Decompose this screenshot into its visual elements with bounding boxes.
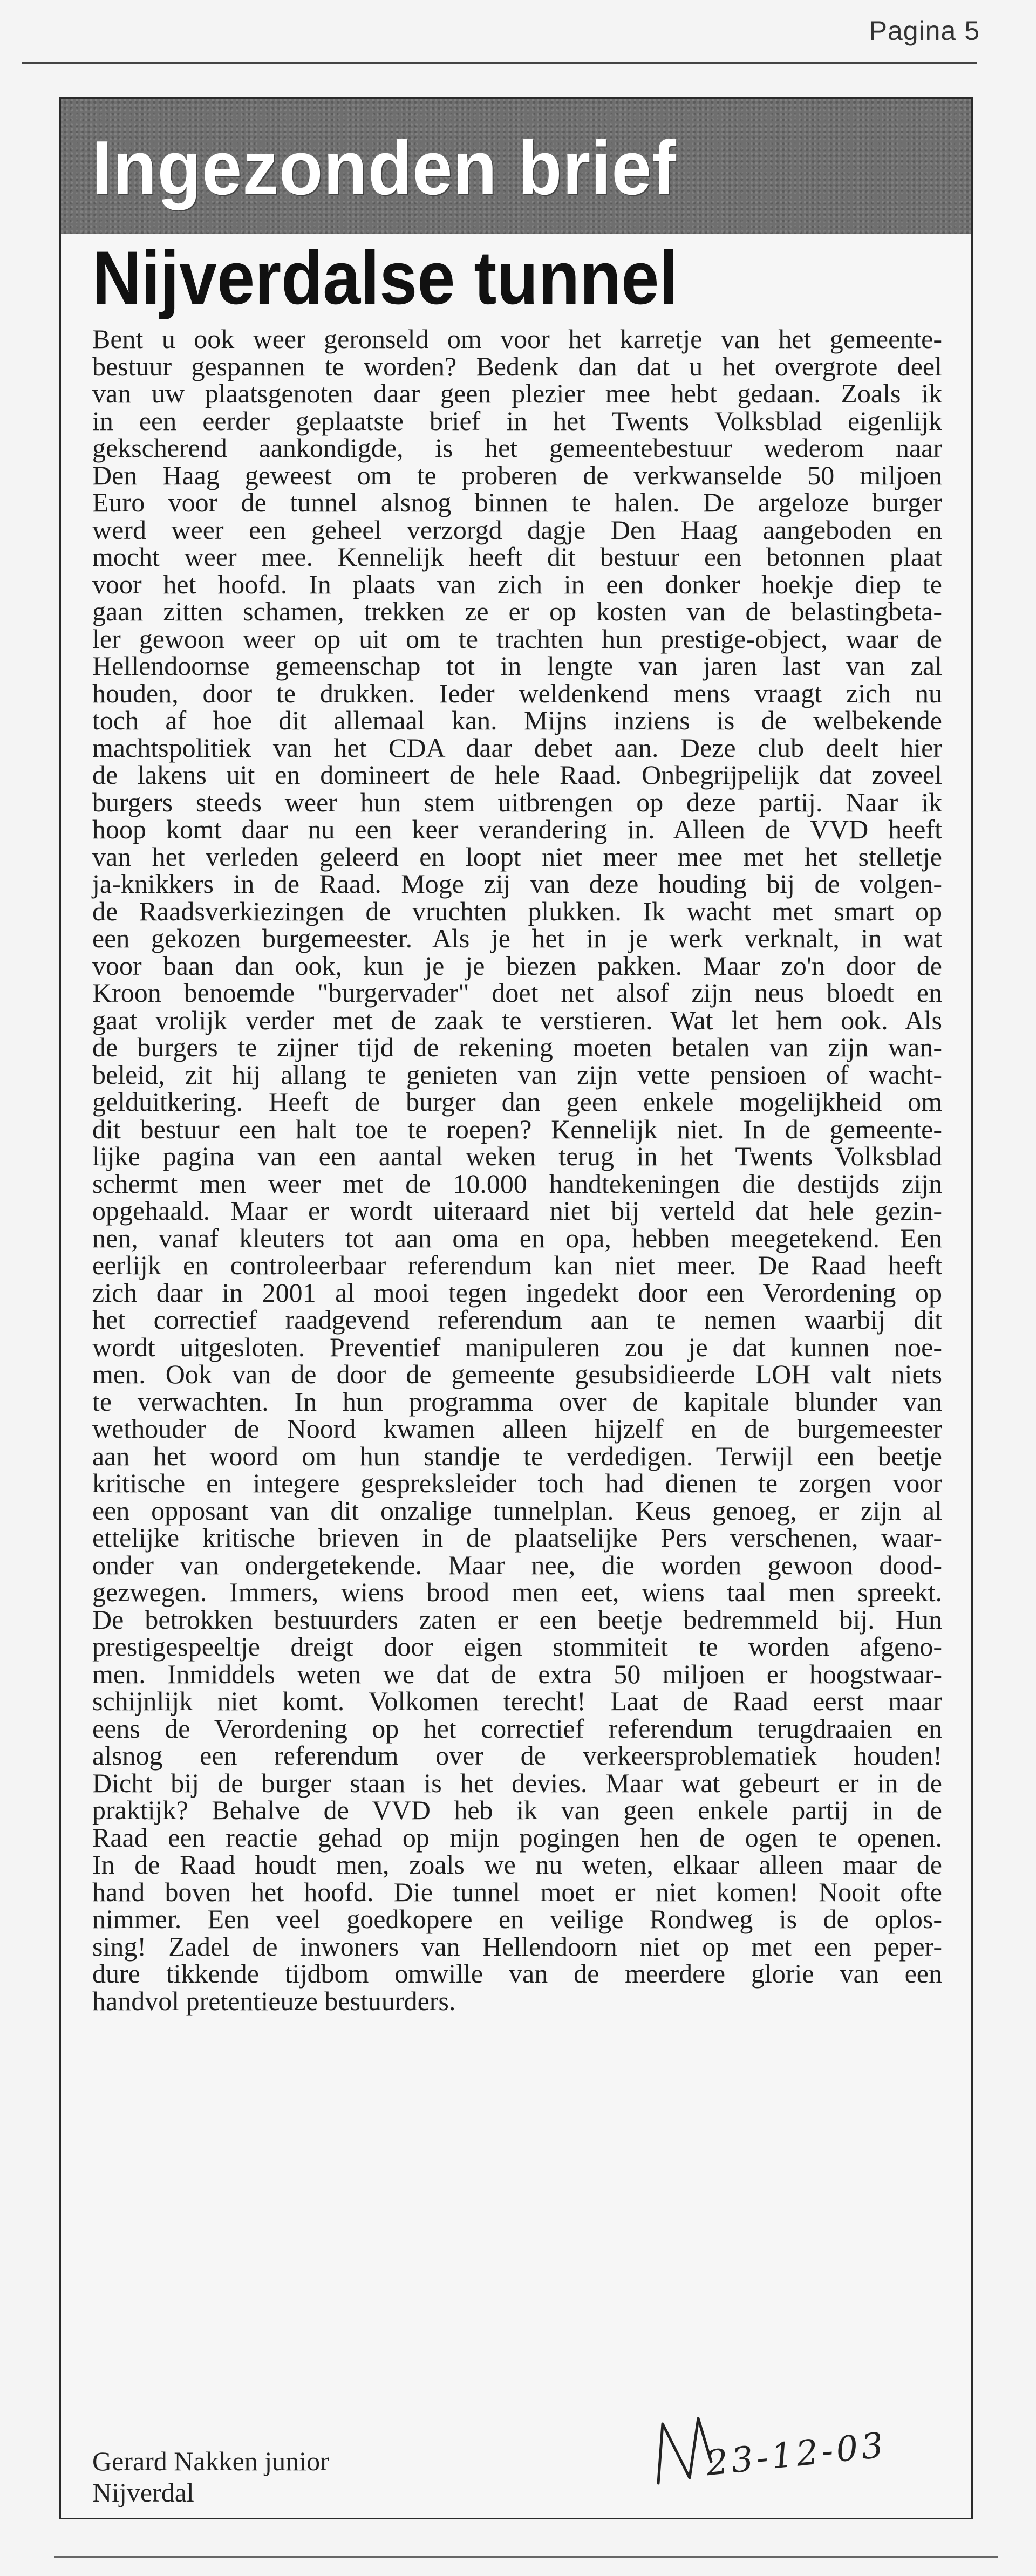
body-line: houden, door te drukken. Ieder weldenkend mens vraagt zich nu (92, 678, 942, 708)
body-line: Bent u ook weer geronseld om voor het karretje van het gemeente- (92, 324, 942, 354)
footer-rule (54, 2556, 998, 2558)
article-body (92, 325, 942, 2014)
headline: Nijverdalse tunnel (92, 235, 678, 320)
body-line: gezwegen. Immers, wiens brood men eet, wiens taal men spreekt. (92, 1577, 942, 1607)
body-line: ja-knikkers in de Raad. Moge zij van deze houding bij de volgen- (92, 869, 942, 899)
body-line: nen, vanaf kleuters tot aan oma en opa, hebben meegetekend. Een (92, 1222, 942, 1253)
body-line: van het verleden geleerd en loopt niet meer mee met het stelletje (92, 841, 942, 872)
body-line: Raad een reactie gehad op mijn pogingen hen de ogen te openen. (92, 1822, 942, 1853)
signature-block (92, 2445, 329, 2508)
body-line: sing! Zadel de inwoners van Hellendoorn niet op met een peper- (92, 1931, 942, 1962)
body-line: voor baan dan ook, kun je je biezen pakken. Maar zo'n door de (92, 950, 942, 981)
handwritten-date: 23-12-03 (704, 2425, 889, 2484)
body-line: In de Raad houdt men, zoals we nu weten, elkaar alleen maar de (92, 1849, 942, 1880)
body-line: Euro voor de tunnel alsnog binnen te halen. De argeloze burger (92, 487, 942, 517)
body-line: van uw plaatsgenoten daar geen plezier mee hebt gedaan. Zoals ik (92, 378, 942, 408)
body-line: eerlijk en controleerbaar referendum kan niet meer. De Raad heeft (92, 1250, 942, 1280)
body-line: Kroon benoemde "burgervader" doet net alsof zijn neus bloedt en (92, 978, 942, 1008)
body-line: burgers steeds weer hun stem uitbrengen op deze partij. Naar ik (92, 787, 942, 817)
author-name: Gerard Nakken junior (92, 2446, 329, 2476)
page-number: Pagina 5 (869, 16, 980, 46)
author-place: Nijverdal (92, 2477, 194, 2507)
kicker-title: Ingezonden brief (92, 125, 677, 211)
body-line: een gekozen burgemeester. Als je het in je werk verknalt, in wat (92, 923, 942, 953)
body-line: werd weer een geheel verzorgd dagje Den Haag aangeboden en (92, 514, 942, 545)
handwritten-annotation (646, 2402, 949, 2510)
letter-article (59, 97, 973, 2519)
body-line: toch af hoe dit allemaal kan. Mijns inziens is de welbekende (92, 705, 942, 735)
body-line: wethouder de Noord kwamen alleen hijzelf en de burgemeester (92, 1413, 942, 1444)
body-line: opgehaald. Maar er wordt uiteraard niet bij verteld dat hele gezin- (92, 1195, 942, 1226)
body-line: handvol pretentieuze bestuurders. (92, 1985, 456, 2016)
body-line: aan het woord om hun standje te verdedigen. Terwijl een beetje (92, 1440, 942, 1471)
body-line: onder van ondergetekende. Maar nee, die worden gewoon dood- (92, 1549, 942, 1580)
body-line: men. Ook van de door de gemeente gesubsidieerde LOH valt niets (92, 1359, 942, 1389)
kicker-band (61, 99, 971, 234)
body-line: mocht weer mee. Kennelijk heeft dit bestuur een betonnen plaat (92, 542, 942, 572)
body-line: praktijk? Behalve de VVD heb ik van geen enkele partij in de (92, 1795, 942, 1825)
body-line: ler gewoon weer op uit om te trachten hun prestige-object, waar de (92, 623, 942, 654)
body-line: machtspolitiek van het CDA daar debet aan. Deze club deelt hier (92, 732, 942, 763)
body-line: hoop komt daar nu een keer verandering in. Alleen de VVD heeft (92, 814, 942, 844)
header-rule (22, 62, 977, 64)
body-line: voor het hoofd. In plaats van zich in een donker hoekje diep te (92, 569, 942, 599)
body-line: Den Haag geweest om te proberen de verkwanselde 50 miljoen (92, 460, 942, 490)
body-line: gaan zitten schamen, trekken ze er op kosten van de belastingbeta- (92, 596, 942, 626)
body-line: zich daar in 2001 al mooi tegen ingedekt door een Verordening op (92, 1277, 942, 1308)
body-line: dit bestuur een halt toe te roepen? Kennelijk niet. In de gemeente- (92, 1113, 942, 1144)
body-line: men. Inmiddels weten we dat de extra 50 miljoen er hoogstwaar- (92, 1658, 942, 1689)
body-line: het correctief raadgevend referendum aan te nemen waarbij dit (92, 1304, 942, 1335)
body-line: kritische en integere gespreksleider toch had dienen te zorgen voor (92, 1468, 942, 1498)
body-line: prestigespeeltje dreigt door eigen stommiteit te worden afgeno- (92, 1631, 942, 1662)
body-line: in een eerder geplaatste brief in het Twents Volksblad eigenlijk (92, 405, 942, 436)
body-line: bestuur gespannen te worden? Bedenk dan dat u het overgrote deel (92, 351, 942, 381)
body-line: een opposant van dit onzalige tunnelplan. Keus genoeg, er zijn al (92, 1495, 942, 1526)
body-line: Hellendoornse gemeenschap tot in lengte van jaren last van zal (92, 651, 942, 681)
body-line: te verwachten. In hun programma over de kapitale blunder van (92, 1386, 942, 1417)
body-line: beleid, zit hij allang te genieten van zijn vette pensioen of wacht- (92, 1059, 942, 1090)
body-line: schermt men weer met de 10.000 handtekeningen die destijds zijn (92, 1168, 942, 1199)
body-line: eens de Verordening op het correctief referendum terugdraaien en (92, 1713, 942, 1744)
body-line: schijnlijk niet komt. Volkomen terecht! Laat de Raad eerst maar (92, 1686, 942, 1716)
body-line: gekscherend aankondigde, is het gemeentebestuur wederom naar (92, 433, 942, 463)
body-line: lijke pagina van een aantal weken terug in het Twents Volksblad (92, 1141, 942, 1171)
body-line: alsnog een referendum over de verkeersproblematiek houden! (92, 1740, 942, 1771)
body-line: wordt uitgesloten. Preventief manipuleren zou je dat kunnen noe- (92, 1331, 942, 1362)
body-line: hand boven het hoofd. Die tunnel moet er niet komen! Nooit ofte (92, 1876, 942, 1907)
body-line: nimmer. Een veel goedkopere en veilige Rondweg is de oplos- (92, 1904, 942, 1934)
body-line: de Raadsverkiezingen de vruchten plukken. Ik wacht met smart op (92, 896, 942, 926)
body-line: gelduitkering. Heeft de burger dan geen enkele mogelijkheid om (92, 1087, 942, 1117)
body-line: de burgers te zijner tijd de rekening moeten betalen van zijn wan- (92, 1032, 942, 1062)
body-line: De betrokken bestuurders zaten er een beetje bedremmeld bij. Hun (92, 1604, 942, 1635)
body-line: dure tikkende tijdbom omwille van de meerdere glorie van een (92, 1958, 942, 1989)
body-line: Dicht bij de burger staan is het devies. Maar wat gebeurt er in de (92, 1767, 942, 1798)
body-line: de lakens uit en domineert de hele Raad. Onbegrijpelijk dat zoveel (92, 760, 942, 790)
body-line: gaat vrolijk verder met de zaak te verstieren. Wat let hem ook. Als (92, 1005, 942, 1035)
body-line: ettelijke kritische brieven in de plaatselijke Pers verschenen, waar- (92, 1522, 942, 1553)
